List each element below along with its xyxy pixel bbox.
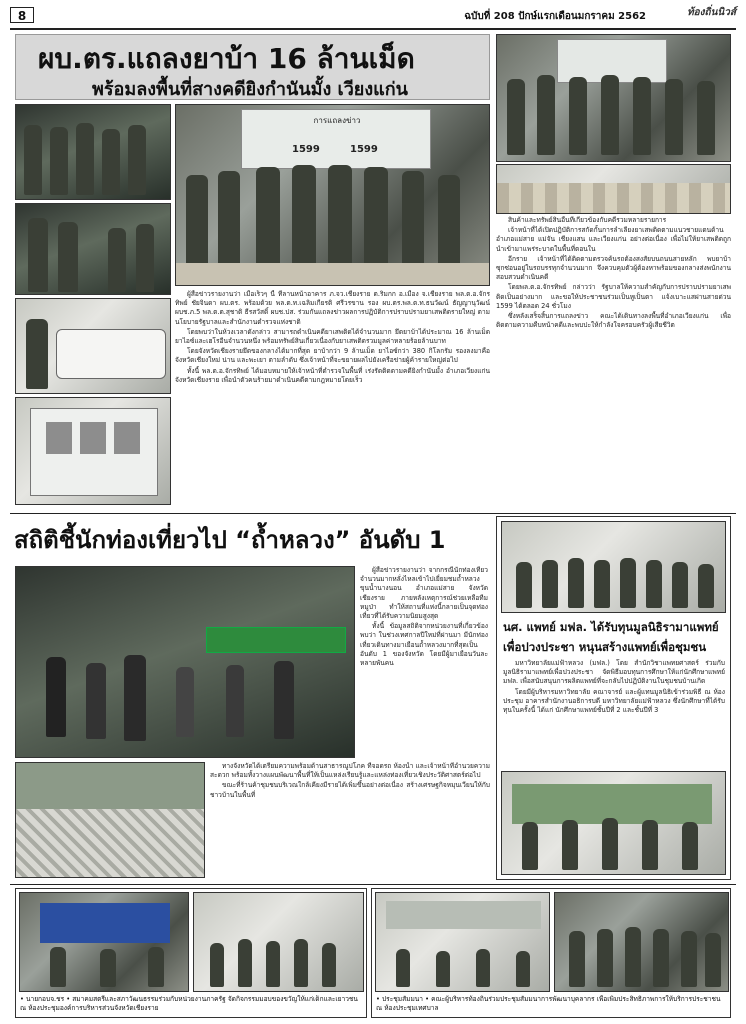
story3-paragraph: โดยมีผู้บริหารมหาวิทยาลัย คณาจารย์ และผู้แทนมูลนิธิเข้าร่วมพิธี ณ ห้องประชุม อาคารสำนักงานอธิการบดี มหาวิทยาลัยแม่ฟ้าหลวง ซึ่งนักศึกษาที่ได้รับทุนในครั้งนี้ ได้แก่ นักศึกษาแพทย์ชั้นปีที่ 2 และชั้นปีที่ 3 bbox=[503, 687, 725, 715]
story1-headline: ผบ.ตร.แถลงยาบ้า 16 ล้านเม็ด bbox=[38, 42, 415, 75]
footer-caption-right: • ประชุมสัมมนา • คณะผู้บริหารท้องถิ่นร่วมประชุมสัมมนาการพัฒนาบุคลากร เพื่อเพิ่มประสิทธิภาพการให้บริการประชาชน ณ ห้องประชุมเทศบาล bbox=[376, 995, 721, 1012]
hotline-left: 1599 bbox=[292, 144, 320, 155]
story3-headline-2: เพื่อปวงประชา หนุนสร้างแพทย์เพื่อชุมชน bbox=[503, 640, 707, 654]
photo-scholarship-ceremony bbox=[501, 771, 726, 875]
story1-paragraph: เจ้าหน้าที่ได้เปิดปฏิบัติการสกัดกั้นการลำเลียงยาเสพติดตามแนวชายแดนด้านอำเภอแม่สาย แม่จัน เชียงแสน และเวียงแก่น อย่างต่อเนื่อง เพื่อไม่ให้ยาเสพติดถูกนำเข้ามาแพร่ระบาดในพื้นที่ตอนใน bbox=[496, 226, 731, 253]
photo-officers-left-1 bbox=[15, 104, 171, 200]
photo-officers-banner bbox=[496, 34, 731, 162]
story2-paragraph: ขณะที่ร้านค้าชุมชนบริเวณใกล้เคียงมีรายได้เพิ่มขึ้นอย่างต่อเนื่อง สร้างเศรษฐกิจหมุนเวียนให้กับชาวบ้านในพื้นที่ bbox=[210, 781, 490, 799]
section-rule-1 bbox=[10, 513, 736, 514]
story2-body-bottom bbox=[210, 762, 490, 878]
photo-event-stage bbox=[19, 892, 189, 992]
logo: ท้องถิ่นนิวส์ bbox=[687, 7, 736, 18]
photo-tham-luang-crowd bbox=[15, 566, 355, 758]
story1-paragraph: สินค้าและทรัพย์สินอื่นที่เกี่ยวข้องกับคดีรวมหลายรายการ bbox=[508, 216, 667, 224]
header-rule bbox=[10, 28, 736, 30]
page-number: 8 bbox=[10, 7, 34, 23]
story1-paragraph: ทั้งนี้ พล.ต.อ.จักรทิพย์ ได้มอบหมายให้เจ้าหน้าที่ตำรวจในพื้นที่ เร่งรัดติดตามคดียิงกำนันมั้ง อำเภอเวียงแก่น จังหวัดเชียงราย เพื่อนำตัวคนร้ายมาดำเนินคดีตามกฎหมายโดยเร็ว bbox=[175, 366, 490, 384]
story1-headline-box bbox=[15, 34, 490, 100]
story3-body bbox=[503, 659, 725, 767]
hotline-right: 1599 bbox=[350, 144, 378, 155]
photo-meeting-group bbox=[554, 892, 729, 992]
banner bbox=[241, 109, 431, 169]
footer-box-left bbox=[15, 888, 367, 1018]
story3-paragraph: มหาวิทยาลัยแม่ฟ้าหลวง (มฟล.) โดย สำนักวิชาแพทยศาสตร์ ร่วมกับ มูลนิธิรามาแพทย์เพื่อปวงประชา จัดพิธีมอบทุนการศึกษาให้แก่นักศึกษาแพทย์ มฟล. เพื่อสนับสนุนการผลิตแพทย์ที่จะกลับไปปฏิบัติงานในชุมชนบ้านเกิด bbox=[503, 659, 725, 686]
story1-paragraph: ซึ่งหลังเสร็จสิ้นการแถลงข่าว คณะได้เดินทางลงพื้นที่อำเภอเวียงแก่น เพื่อติดตามความคืบหน้าคดีและพบปะให้กำลังใจครอบครัวผู้เสียชีวิต bbox=[496, 312, 731, 330]
photo-officers-left-2 bbox=[15, 203, 171, 295]
photo-seized-drugs bbox=[496, 164, 731, 214]
story1-paragraph: โดยพบว่าในห้วงเวลาดังกล่าว สามารถดำเนินคดียาเสพติดได้จำนวนมาก ยึดยาบ้าได้ประมาณ 16 ล้านเม็ด ยาไอซ์และเฮโรอีนจำนวนหนึ่ง พร้อมทรัพย์สินเกี่ยวเนื่องกับยาเสพติดรวมมูลค่าหลายร้อยล้านบาท bbox=[175, 327, 490, 346]
story3-headline-1: นศ. แพทย์ มฟล. ได้รับทุนมูลนิธิรามาแพทย์ bbox=[503, 620, 719, 634]
section-rule-2 bbox=[10, 884, 736, 885]
photo-scholarship-group bbox=[501, 521, 726, 613]
story1-paragraph: โดยจังหวัดเชียงรายยึดของกลางได้มากที่สุด ยาบ้ากว่า 9 ล้านเม็ด ยาไอซ์กว่า 380 กิโลกรัม รองลงมาคือจังหวัดเชียงใหม่ น่าน และพะเยา ตามลำดับ ซึ่งเจ้าหน้าที่จะขยายผลไปยังเครือข่ายผู้ค้ารายใหญ่ต่อไป bbox=[175, 347, 490, 365]
footer-box-right bbox=[371, 888, 731, 1018]
story1-body-left bbox=[175, 290, 490, 510]
issue-line: ฉบับที่ 208 ปักษ์แรกเดือนมกราคม 2562 bbox=[464, 11, 646, 22]
page-header bbox=[10, 5, 736, 27]
story1-body-right bbox=[496, 216, 731, 510]
story1-paragraph: โดยพล.ต.อ.จักรทิพย์ กล่าวว่า รัฐบาลให้ความสำคัญกับการปราบปรามยาเสพติดเป็นอย่างมาก และขอให้ประชาชนร่วมเป็นหูเป็นตา แจ้งเบาะแสผ่านสายด่วน 1599 ได้ตลอด 24 ชั่วโมง bbox=[496, 283, 731, 310]
banner-text: การแถลงข่าว bbox=[313, 116, 361, 125]
story2-paragraph: ทั้งนี้ ข้อมูลสถิติจากหน่วยงานที่เกี่ยวข้องพบว่า ในช่วงเทศกาลปีใหม่ที่ผ่านมา มีนักท่องเที่ยวเดินทางมาเยือนถ้ำหลวงมากที่สุดเป็นอันดับ 1 ของจังหวัด โดยมีผู้มาเยือนวันละหลายพันคน bbox=[360, 622, 488, 668]
story1-subheadline: พร้อมลงพื้นที่สางคดียิงกำนันมั้ง เวียงแก่น bbox=[92, 79, 408, 100]
footer-caption-left: • นายกอบจ.ชร • สมาคมสตรีและสภาวัฒนธรรมร่วมกับหน่วยงานภาครัฐ จัดกิจกรรมมอบของขวัญให้แก่เด็กและเยาวชน ณ ห้องประชุมองค์การบริหารส่วนจังหวัดเชียงราย bbox=[20, 995, 358, 1012]
story2-paragraph: ผู้สื่อข่าวรายงานว่า จากกรณีนักท่องเที่ยวจำนวนมากหลั่งไหลเข้าไปเยี่ยมชมถ้ำหลวงขุนน้ำนางนอน อำเภอแม่สาย จังหวัดเชียงราย ภายหลังเหตุการณ์ช่วยเหลือทีมหมูป่า ทำให้สถานที่แห่งนี้กลายเป็นจุดท่องเที่ยวที่ได้รับความนิยมสูงสุด bbox=[360, 566, 488, 621]
photo-wanted-board bbox=[15, 397, 171, 505]
photo-meeting-room bbox=[375, 892, 550, 992]
story1-paragraph: อีกราย เจ้าหน้าที่ได้ติดตามตรวจค้นรถต้องสงสัยบนถนนสายหลัก พบยาบ้าซุกซ่อนอยู่ในรถบรรทุกจำนวนมาก จึงควบคุมตัวผู้ต้องหาพร้อมของกลางส่งพนักงานสอบสวนดำเนินคดี bbox=[496, 254, 731, 282]
story1-paragraph: ผู้สื่อข่าวรายงานว่า เมื่อเร็วๆ นี้ ที่ลานหน้าอาคาร ภ.จว.เชียงราย ต.ริมกก อ.เมือง จ.เชียงราย พล.ต.อ.จักรทิพย์ ชัยจินดา ผบ.ตร. พร้อมด้วย พล.ต.ท.เฉลิมเกียรติ ศรีวรขาน รอง ผบ.ตร.พล.ต.ท.ธนวัฒน์ ธัญญานุวัฒน์ ผบช.ภ.5 พล.ต.ต.สุชาติ ธีรสวัสดิ์ ผบช.ปส. ร่วมกันแถลงข่าวผลการปฏิบัติการปราบปรามยาเสพติดรายใหญ่ ตามนโยบายรัฐบาลและสำนักงานตำรวจแห่งชาติ bbox=[175, 290, 490, 326]
story3-box bbox=[496, 516, 731, 880]
story2-paragraph: ทางจังหวัดได้เตรียมความพร้อมด้านสาธารณูปโภค ที่จอดรถ ห้องน้ำ และเจ้าหน้าที่อำนวยความสะดวก พร้อมทั้งวางแผนพัฒนาพื้นที่ให้เป็นแหล่งเรียนรู้และแหล่งท่องเที่ยวเชิงประวัติศาสตร์ต่อไป bbox=[210, 762, 490, 780]
photo-press-conference bbox=[175, 104, 490, 286]
photo-event-children bbox=[193, 892, 364, 992]
photo-tham-luang-aerial bbox=[15, 762, 205, 878]
photo-vehicle bbox=[15, 298, 171, 394]
story2-headline: สถิติชี้นักท่องเที่ยวไป “ถ้ำหลวง” อันดับ 1 bbox=[14, 526, 446, 554]
